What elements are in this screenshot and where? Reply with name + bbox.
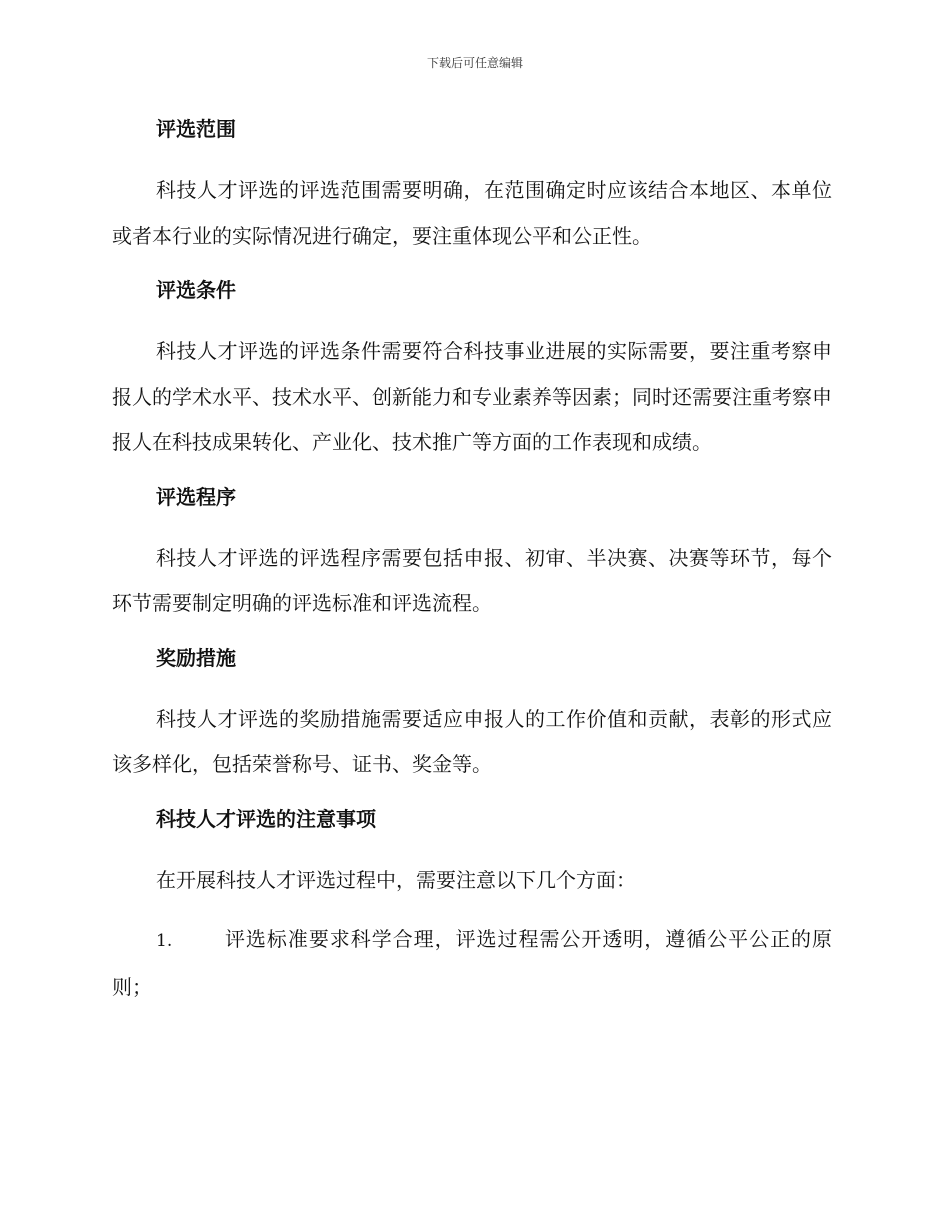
document-content bbox=[112, 112, 832, 1010]
section-body-conditions: 科技人才评选的评选条件需要符合科技事业进展的实际需要，要注重考察申报人的学术水平、技术水平、创新能力和专业素养等因素；同时还需要注重考察申报人在科技成果转化、产业化、技术推广等方面的工作表现和成绩。 bbox=[112, 339, 832, 454]
list-item bbox=[112, 917, 832, 1010]
list-item-number: 1. bbox=[156, 931, 173, 951]
section-heading-conditions: 评选条件 bbox=[156, 278, 236, 302]
section-body-rewards: 科技人才评选的奖励措施需要适应申报人的工作价值和贡献，表彰的形式应该多样化，包括荣誉称号、证书、奖金等。 bbox=[112, 706, 832, 776]
list-item-text: 评选标准要求科学合理，评选过程需公开透明，遵循公平公正的原则； bbox=[112, 927, 832, 999]
section-heading-scope: 评选范围 bbox=[156, 117, 236, 141]
section-heading-notes: 科技人才评选的注意事项 bbox=[156, 806, 376, 831]
section-body-scope: 科技人才评选的评选范围需要明确，在范围确定时应该结合本地区、本单位或者本行业的实际情况进行确定，要注重体现公平和公正性。 bbox=[112, 178, 832, 248]
header-note: 下载后可任意编辑 bbox=[426, 56, 523, 70]
section-heading-rewards: 奖励措施 bbox=[156, 645, 236, 670]
section-heading-procedure: 评选程序 bbox=[156, 484, 236, 509]
section-body-notes: 在开展科技人才评选过程中，需要注意以下几个方面： bbox=[156, 867, 636, 892]
section-body-procedure: 科技人才评选的评选程序需要包括申报、初审、半决赛、决赛等环节，每个环节需要制定明确的评选标准和评选流程。 bbox=[112, 545, 832, 615]
